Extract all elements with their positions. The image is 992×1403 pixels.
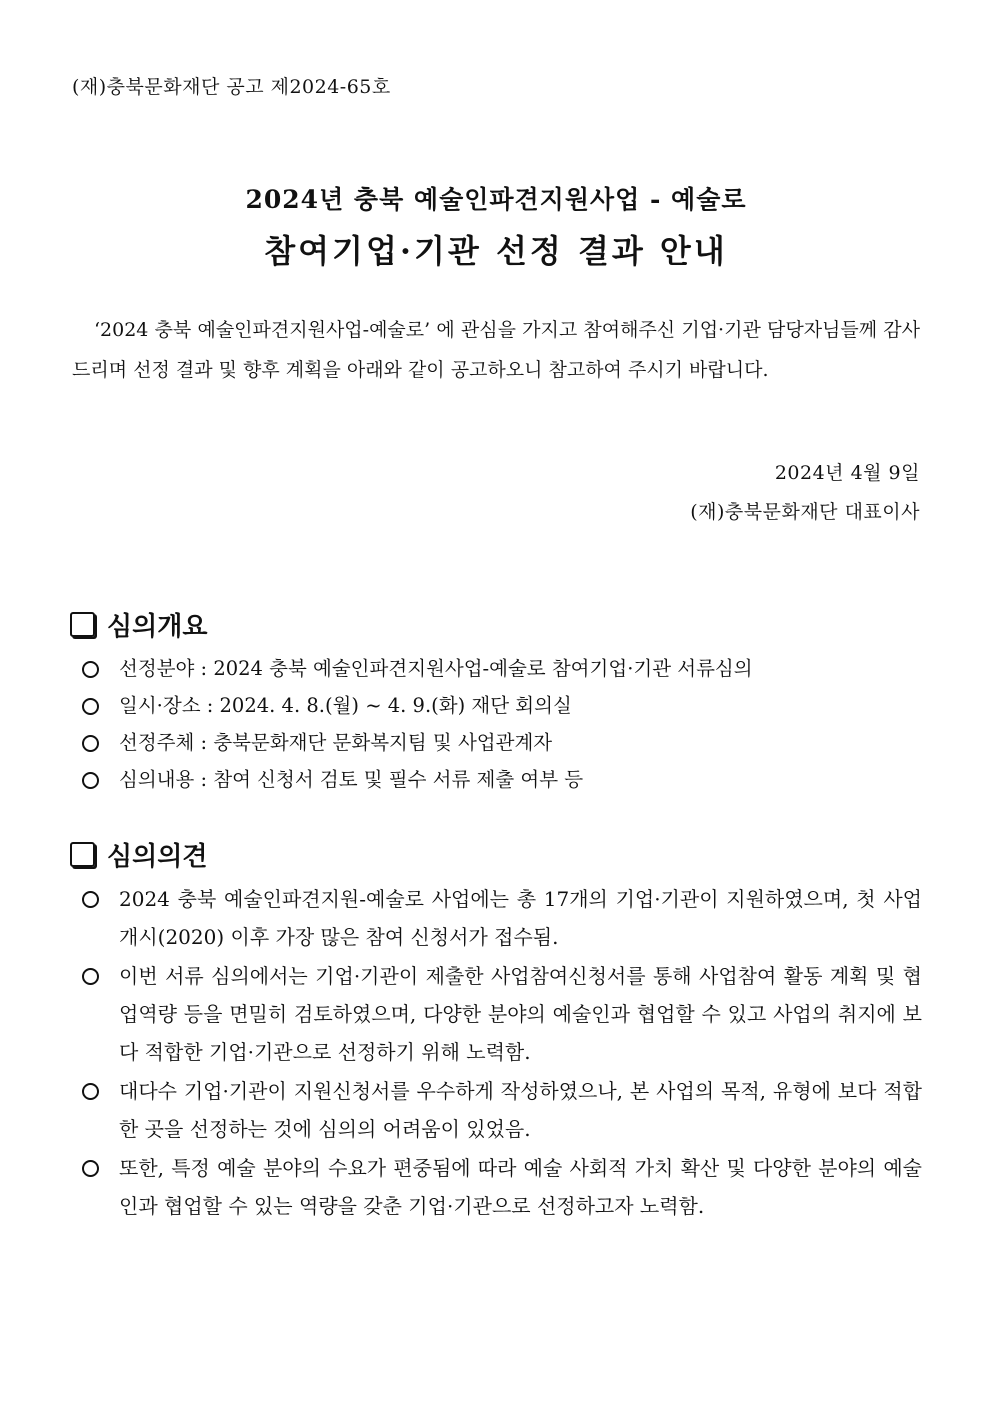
section-heading-text: 심의개요: [107, 612, 208, 642]
circle-bullet-icon: [82, 891, 99, 908]
list-item: [82, 761, 922, 798]
announcement-signer: (재)충북문화재단 대표이사: [690, 501, 920, 523]
list-item-text: 이번 서류 심의에서는 기업·기관이 제출한 사업참여신청서를 통해 사업참여 활동 계획 및 협업역량 등을 면밀히 검토하였으며, 다양한 분야의 예술인과 협업할 수 있고 사업의 취지에 보다 적합한 기업·기관으로 선정하기 위해 노력함.: [119, 964, 922, 1064]
checkbox-square-icon: [70, 842, 95, 867]
announcement-date: 2024년 4월 9일: [774, 462, 920, 484]
list-item-text: 일시·장소 : 2024. 4. 8.(월) ~ 4. 9.(화) 재단 회의실: [119, 694, 572, 717]
list-item-text: 심의내용 : 참여 신청서 검토 및 필수 서류 제출 여부 등: [119, 768, 584, 791]
circle-bullet-icon: [82, 661, 99, 678]
review-opinion-list: [82, 880, 922, 1226]
circle-bullet-icon: [82, 772, 99, 789]
notice-number: (재)충북문화재단 공고 제2024-65호: [72, 76, 391, 98]
circle-bullet-icon: [82, 1083, 99, 1100]
list-item: [82, 957, 922, 1071]
list-item: [82, 650, 922, 687]
section-heading-review-overview: [70, 606, 207, 643]
circle-bullet-icon: [82, 1160, 99, 1177]
list-item: [82, 724, 922, 761]
list-item-text: 또한, 특정 예술 분야의 수요가 편중됨에 따라 예술 사회적 가치 확산 및 다양한 분야의 예술인과 협업할 수 있는 역량을 갖춘 기업·기관으로 선정하고자 노력함.: [119, 1156, 922, 1218]
list-item-text: 대다수 기업·기관이 지원신청서를 우수하게 작성하였으나, 본 사업의 목적, 유형에 보다 적합한 곳을 선정하는 것에 심의의 어려움이 있었음.: [119, 1079, 922, 1141]
circle-bullet-icon: [82, 735, 99, 752]
circle-bullet-icon: [82, 968, 99, 985]
checkbox-square-icon: [70, 612, 95, 637]
section-heading-review-opinion: [70, 836, 207, 873]
review-overview-list: [82, 650, 922, 798]
title-line-1: 2024년 충북 예술인파견지원사업 - 예술로: [245, 185, 747, 214]
list-item-text: 선정분야 : 2024 충북 예술인파견지원사업-예술로 참여기업·기관 서류심의: [119, 657, 753, 680]
list-item: [82, 880, 922, 956]
title-line-2: 참여기업·기관 선정 결과 안내: [264, 232, 728, 270]
list-item: [82, 687, 922, 724]
list-item: [82, 1149, 922, 1225]
list-item-text: 2024 충북 예술인파견지원-예술로 사업에는 총 17개의 기업·기관이 지원하였으며, 첫 사업 개시(2020) 이후 가장 많은 참여 신청서가 접수됨.: [119, 887, 922, 949]
list-item: [82, 1072, 922, 1148]
circle-bullet-icon: [82, 698, 99, 715]
list-item-text: 선정주체 : 충북문화재단 문화복지팀 및 사업관계자: [119, 731, 553, 754]
section-heading-text: 심의의견: [107, 842, 208, 872]
intro-paragraph: ‘2024 충북 예술인파견지원사업-예술로’ 에 관심을 가지고 참여해주신 기업·기관 담당자님들께 감사드리며 선정 결과 및 향후 계획을 아래와 같이 공고하오니 참고하여 주시기 바랍니다.: [72, 319, 920, 381]
